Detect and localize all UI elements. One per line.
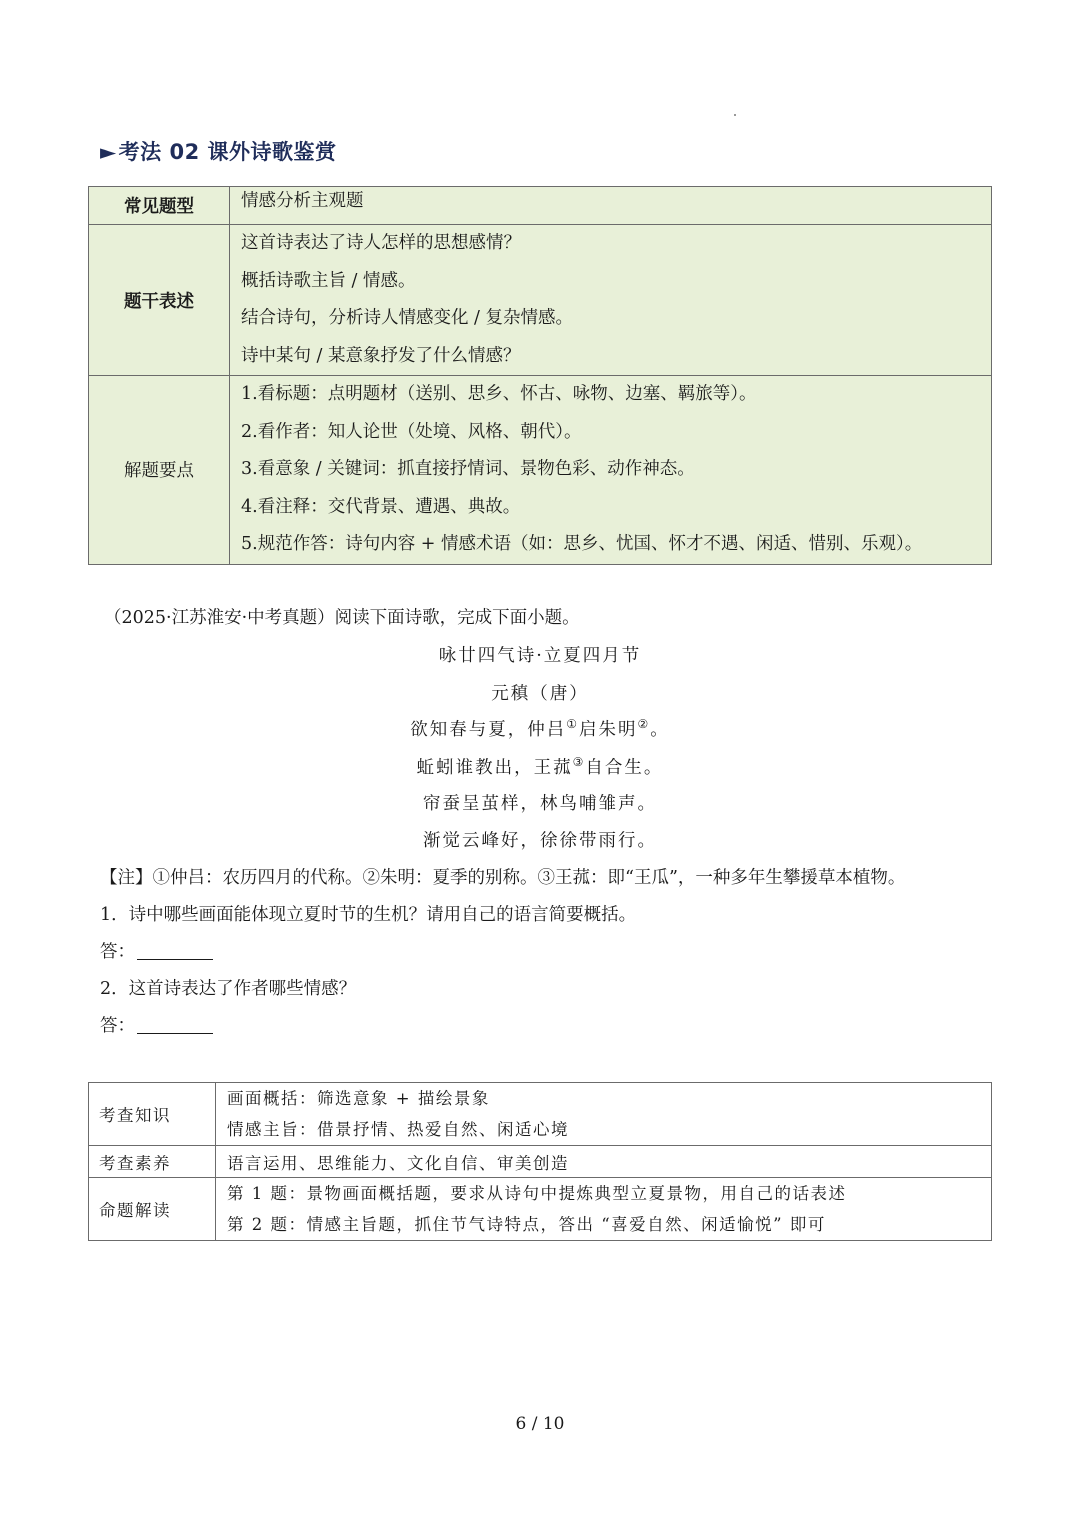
- poem-title: 咏廿四气诗·立夏四月节: [438, 646, 642, 666]
- exercise-intro: （2025·江苏淮安·中考真题）阅读下面诗歌，完成下面小题。: [104, 608, 580, 628]
- page-mark: [734, 114, 736, 116]
- answer-2: [100, 1012, 213, 1037]
- triangle-marker-icon: ►: [100, 140, 117, 164]
- row-value-interpretation: [216, 1178, 992, 1241]
- row-value-competency: 语言运用、思维能力、文化自信、审美创造: [216, 1146, 992, 1178]
- row-label-competency: 考查素养: [89, 1146, 216, 1178]
- row-label-knowledge: 考查知识: [89, 1083, 216, 1146]
- key-point-line: 3.看意象 / 关键词：抓直接抒情词、景物色彩、动作神态。: [241, 459, 695, 479]
- table-row: [89, 1146, 992, 1178]
- row-value-key-points: [230, 376, 992, 565]
- table-row: [89, 1178, 992, 1241]
- knowledge-line: 画面概括：筛选意象 + 描绘景象: [227, 1089, 490, 1108]
- exam-method-table: [88, 186, 992, 565]
- row-value-knowledge: [216, 1083, 992, 1146]
- poem-line-2-part: 蚯蚓谁教出，王菰: [416, 758, 573, 778]
- key-point-line: 5.规范作答：诗句内容 + 情感术语（如：思乡、忧国、怀才不遇、闲适、惜别、乐观）。: [241, 534, 923, 554]
- row-value-stem: [230, 225, 992, 376]
- stem-line: 诗中某句 / 某意象抒发了什么情感？: [241, 345, 521, 366]
- key-point-line: 1.看标题：点明题材（送别、思乡、怀古、咏物、边塞、羁旅等）。: [241, 384, 757, 404]
- poem-line-1-part: 。: [650, 720, 670, 740]
- poem-line-3: 帘蚕呈茧样，林鸟哺雏声。: [423, 794, 657, 814]
- row-value-question-type: 情感分析主观题: [230, 187, 992, 225]
- row-label-stem: 题干表述: [89, 225, 230, 376]
- question-2: 2．这首诗表达了作者哪些情感？: [100, 979, 357, 999]
- poem-line-2: [0, 754, 1080, 779]
- key-point-line: 4.看注释：交代背景、遭遇、典故。: [241, 496, 521, 517]
- answer-label: 答：: [100, 942, 135, 962]
- section-title-text: 考法 02 课外诗歌鉴赏: [118, 140, 337, 164]
- poem-line-1-part: 启朱明: [579, 720, 638, 740]
- table-row: [89, 187, 992, 225]
- footnote-mark-2: ②: [637, 717, 651, 732]
- footnote-mark-3: ③: [572, 755, 586, 770]
- stem-line: 概括诗歌主旨 / 情感。: [241, 270, 416, 291]
- poem-notes: 【注】①仲吕：农历四月的代称。②朱明：夏季的别称。③王菰：即“王瓜”，一种多年生攀援草本植物。: [100, 868, 906, 888]
- poem-line-4: 渐觉云峰好，徐徐带雨行。: [423, 831, 657, 851]
- answer-blank[interactable]: [137, 1016, 213, 1034]
- row-label-interpretation: 命题解读: [89, 1178, 216, 1241]
- stem-line: 结合诗句，分析诗人情感变化 / 复杂情感。: [241, 308, 574, 328]
- row-label-question-type: 常见题型: [89, 187, 230, 225]
- poem-line-2-part: 自合生。: [585, 758, 664, 778]
- section-title: [100, 136, 337, 166]
- answer-label: 答：: [100, 1016, 135, 1036]
- poem-line-1: [0, 716, 1080, 741]
- knowledge-line: 情感主旨：借景抒情、热爱自然、闲适心境: [227, 1120, 569, 1139]
- footnote-mark-1: ①: [566, 717, 579, 732]
- page-number: 6 / 10: [515, 1414, 565, 1434]
- analysis-table: [88, 1082, 992, 1241]
- poem-line-1-part: 欲知春与夏，仲吕: [410, 720, 567, 740]
- row-label-key-points: 解题要点: [89, 376, 230, 565]
- answer-blank[interactable]: [137, 942, 213, 960]
- table-row: [89, 225, 992, 376]
- poem-author: 元稹（唐）: [491, 684, 589, 704]
- answer-1: [100, 938, 213, 963]
- key-point-line: 2.看作者：知人论世（处境、风格、朝代）。: [241, 421, 582, 442]
- stem-line: 这首诗表达了诗人怎样的思想感情？: [241, 233, 521, 253]
- table-row: [89, 376, 992, 565]
- interpretation-line: 第 2 题：情感主旨题，抓住节气诗特点，答出 “喜爱自然、闲适愉悦” 即可: [227, 1215, 826, 1234]
- table-row: [89, 1083, 992, 1146]
- question-1: 1．诗中哪些画面能体现立夏时节的生机？请用自己的语言简要概括。: [100, 905, 637, 925]
- interpretation-line: 第 1 题：景物画面概括题，要求从诗句中提炼典型立夏景物，用自己的话表述: [227, 1184, 847, 1203]
